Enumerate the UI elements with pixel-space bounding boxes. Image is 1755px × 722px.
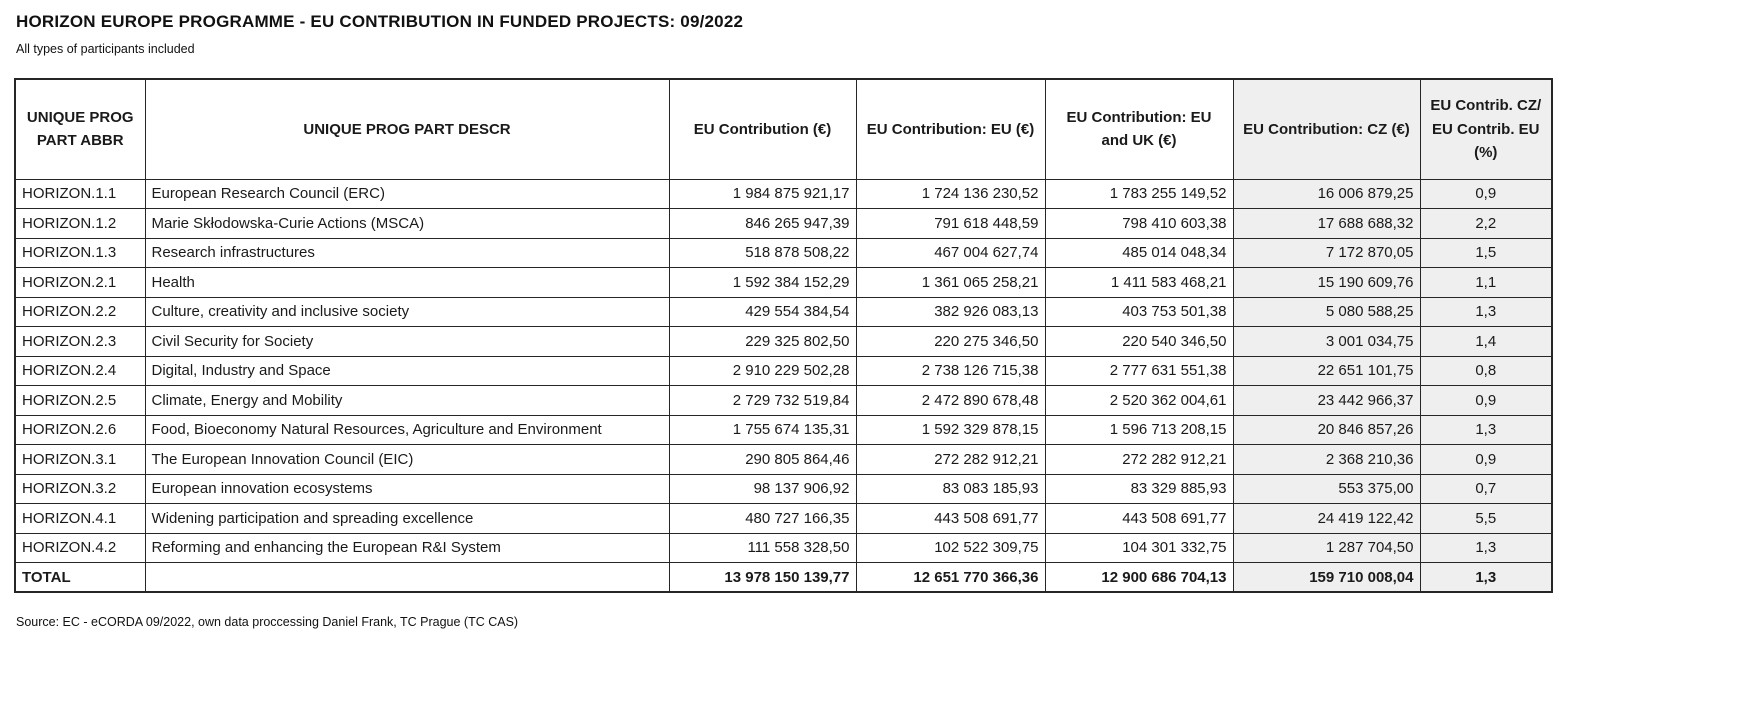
cell-eu-contribution: 2 910 229 502,28 bbox=[669, 356, 856, 386]
cell-eu-contribution-eu-uk: 443 508 691,77 bbox=[1045, 504, 1233, 534]
cell-eu-contribution-eu-uk: 104 301 332,75 bbox=[1045, 533, 1233, 563]
cell-prog-part-abbr: HORIZON.4.1 bbox=[15, 504, 145, 534]
cell-eu-contribution-eu: 220 275 346,50 bbox=[856, 327, 1045, 357]
contribution-table bbox=[14, 78, 1553, 593]
page-subtitle: All types of participants included bbox=[16, 42, 195, 56]
cell-prog-part-descr: Reforming and enhancing the European R&I System bbox=[145, 533, 669, 563]
cell-eu-contribution: 429 554 384,54 bbox=[669, 297, 856, 327]
cell-eu-contribution-eu: 83 083 185,93 bbox=[856, 474, 1045, 504]
cell-eu-contribution: 290 805 864,46 bbox=[669, 445, 856, 475]
cell-eu-contribution: 2 729 732 519,84 bbox=[669, 386, 856, 416]
header-row bbox=[15, 79, 1552, 179]
cell-eu-contribution-cz: 17 688 688,32 bbox=[1233, 209, 1420, 239]
cell-eu-contribution-eu: 2 738 126 715,38 bbox=[856, 356, 1045, 386]
cell-contrib-ratio: 2,2 bbox=[1420, 209, 1552, 239]
table-row bbox=[15, 504, 1552, 534]
table-row bbox=[15, 533, 1552, 563]
cell-prog-part-abbr: HORIZON.2.4 bbox=[15, 356, 145, 386]
cell-prog-part-abbr: TOTAL bbox=[15, 563, 145, 593]
cell-prog-part-abbr: HORIZON.2.1 bbox=[15, 268, 145, 298]
cell-eu-contribution-eu-uk: 403 753 501,38 bbox=[1045, 297, 1233, 327]
cell-contrib-ratio: 1,1 bbox=[1420, 268, 1552, 298]
cell-eu-contribution-eu-uk: 2 520 362 004,61 bbox=[1045, 386, 1233, 416]
cell-eu-contribution: 98 137 906,92 bbox=[669, 474, 856, 504]
cell-eu-contribution-eu-uk: 2 777 631 551,38 bbox=[1045, 356, 1233, 386]
cell-eu-contribution: 518 878 508,22 bbox=[669, 238, 856, 268]
cell-prog-part-abbr: HORIZON.3.1 bbox=[15, 445, 145, 475]
cell-contrib-ratio: 1,3 bbox=[1420, 563, 1552, 593]
cell-prog-part-abbr: HORIZON.2.2 bbox=[15, 297, 145, 327]
cell-prog-part-abbr: HORIZON.1.3 bbox=[15, 238, 145, 268]
cell-prog-part-descr: The European Innovation Council (EIC) bbox=[145, 445, 669, 475]
source-note: Source: EC - eCORDA 09/2022, own data proccessing Daniel Frank, TC Prague (TC CAS) bbox=[16, 615, 519, 629]
table-row bbox=[15, 415, 1552, 445]
cell-eu-contribution-eu: 467 004 627,74 bbox=[856, 238, 1045, 268]
cell-eu-contribution-eu: 791 618 448,59 bbox=[856, 209, 1045, 239]
cell-contrib-ratio: 0,9 bbox=[1420, 386, 1552, 416]
cell-prog-part-descr: Culture, creativity and inclusive society bbox=[145, 297, 669, 327]
cell-contrib-ratio: 1,3 bbox=[1420, 415, 1552, 445]
cell-prog-part-abbr: HORIZON.3.2 bbox=[15, 474, 145, 504]
table-row bbox=[15, 179, 1552, 209]
cell-eu-contribution-eu: 1 361 065 258,21 bbox=[856, 268, 1045, 298]
cell-eu-contribution: 1 984 875 921,17 bbox=[669, 179, 856, 209]
cell-eu-contribution-cz: 7 172 870,05 bbox=[1233, 238, 1420, 268]
cell-eu-contribution-eu-uk: 798 410 603,38 bbox=[1045, 209, 1233, 239]
table-row bbox=[15, 474, 1552, 504]
cell-eu-contribution: 846 265 947,39 bbox=[669, 209, 856, 239]
cell-prog-part-descr: Research infrastructures bbox=[145, 238, 669, 268]
cell-contrib-ratio: 5,5 bbox=[1420, 504, 1552, 534]
header-eu-contribution-eu: EU Contribution: EU (€) bbox=[856, 79, 1045, 179]
cell-eu-contribution: 1 755 674 135,31 bbox=[669, 415, 856, 445]
table-row bbox=[15, 268, 1552, 298]
cell-prog-part-descr: Widening participation and spreading excellence bbox=[145, 504, 669, 534]
cell-contrib-ratio: 0,7 bbox=[1420, 474, 1552, 504]
page-title: HORIZON EUROPE PROGRAMME - EU CONTRIBUTION IN FUNDED PROJECTS: 09/2022 bbox=[16, 12, 744, 31]
cell-prog-part-descr bbox=[145, 563, 669, 593]
cell-eu-contribution-cz: 24 419 122,42 bbox=[1233, 504, 1420, 534]
cell-eu-contribution-cz: 2 368 210,36 bbox=[1233, 445, 1420, 475]
cell-eu-contribution-eu: 12 651 770 366,36 bbox=[856, 563, 1045, 593]
cell-eu-contribution: 229 325 802,50 bbox=[669, 327, 856, 357]
cell-eu-contribution-eu: 2 472 890 678,48 bbox=[856, 386, 1045, 416]
table-header bbox=[15, 79, 1552, 179]
cell-eu-contribution: 1 592 384 152,29 bbox=[669, 268, 856, 298]
header-contrib-ratio: EU Contrib. CZ/ EU Contrib. EU (%) bbox=[1420, 79, 1552, 179]
cell-eu-contribution-cz: 23 442 966,37 bbox=[1233, 386, 1420, 416]
header-unique-prog-part-descr: UNIQUE PROG PART DESCR bbox=[145, 79, 669, 179]
cell-contrib-ratio: 0,9 bbox=[1420, 445, 1552, 475]
header-unique-prog-part-abbr: UNIQUE PROG PART ABBR bbox=[15, 79, 145, 179]
cell-eu-contribution-cz: 553 375,00 bbox=[1233, 474, 1420, 504]
table-row bbox=[15, 297, 1552, 327]
header-eu-contribution: EU Contribution (€) bbox=[669, 79, 856, 179]
table-row bbox=[15, 386, 1552, 416]
table-row bbox=[15, 209, 1552, 239]
cell-eu-contribution-cz: 15 190 609,76 bbox=[1233, 268, 1420, 298]
table-row bbox=[15, 445, 1552, 475]
cell-eu-contribution-cz: 3 001 034,75 bbox=[1233, 327, 1420, 357]
table-row bbox=[15, 356, 1552, 386]
cell-contrib-ratio: 1,3 bbox=[1420, 297, 1552, 327]
header-eu-contribution-eu-uk: EU Contribution: EU and UK (€) bbox=[1045, 79, 1233, 179]
total-row bbox=[15, 563, 1552, 593]
cell-eu-contribution-eu: 443 508 691,77 bbox=[856, 504, 1045, 534]
cell-eu-contribution-eu-uk: 12 900 686 704,13 bbox=[1045, 563, 1233, 593]
cell-eu-contribution-eu: 1 724 136 230,52 bbox=[856, 179, 1045, 209]
cell-eu-contribution-eu: 382 926 083,13 bbox=[856, 297, 1045, 327]
table-row bbox=[15, 327, 1552, 357]
cell-prog-part-descr: Civil Security for Society bbox=[145, 327, 669, 357]
cell-prog-part-descr: Marie Skłodowska-Curie Actions (MSCA) bbox=[145, 209, 669, 239]
cell-prog-part-descr: Health bbox=[145, 268, 669, 298]
cell-contrib-ratio: 0,8 bbox=[1420, 356, 1552, 386]
cell-eu-contribution-cz: 22 651 101,75 bbox=[1233, 356, 1420, 386]
cell-eu-contribution-cz: 159 710 008,04 bbox=[1233, 563, 1420, 593]
cell-prog-part-descr: European innovation ecosystems bbox=[145, 474, 669, 504]
cell-prog-part-abbr: HORIZON.1.2 bbox=[15, 209, 145, 239]
cell-eu-contribution-eu-uk: 485 014 048,34 bbox=[1045, 238, 1233, 268]
cell-eu-contribution: 480 727 166,35 bbox=[669, 504, 856, 534]
cell-eu-contribution: 13 978 150 139,77 bbox=[669, 563, 856, 593]
cell-eu-contribution-cz: 20 846 857,26 bbox=[1233, 415, 1420, 445]
cell-contrib-ratio: 1,4 bbox=[1420, 327, 1552, 357]
cell-prog-part-descr: Climate, Energy and Mobility bbox=[145, 386, 669, 416]
cell-prog-part-abbr: HORIZON.1.1 bbox=[15, 179, 145, 209]
cell-prog-part-abbr: HORIZON.4.2 bbox=[15, 533, 145, 563]
cell-eu-contribution-eu: 272 282 912,21 bbox=[856, 445, 1045, 475]
cell-eu-contribution-cz: 5 080 588,25 bbox=[1233, 297, 1420, 327]
table-row bbox=[15, 238, 1552, 268]
cell-prog-part-descr: Digital, Industry and Space bbox=[145, 356, 669, 386]
cell-eu-contribution-eu-uk: 1 596 713 208,15 bbox=[1045, 415, 1233, 445]
cell-eu-contribution-eu-uk: 83 329 885,93 bbox=[1045, 474, 1233, 504]
cell-eu-contribution-cz: 16 006 879,25 bbox=[1233, 179, 1420, 209]
cell-eu-contribution-eu-uk: 1 411 583 468,21 bbox=[1045, 268, 1233, 298]
cell-eu-contribution-eu-uk: 1 783 255 149,52 bbox=[1045, 179, 1233, 209]
table-body bbox=[15, 179, 1552, 592]
cell-eu-contribution-eu-uk: 272 282 912,21 bbox=[1045, 445, 1233, 475]
cell-contrib-ratio: 1,3 bbox=[1420, 533, 1552, 563]
cell-prog-part-descr: Food, Bioeconomy Natural Resources, Agriculture and Environment bbox=[145, 415, 669, 445]
cell-eu-contribution-eu-uk: 220 540 346,50 bbox=[1045, 327, 1233, 357]
cell-prog-part-abbr: HORIZON.2.5 bbox=[15, 386, 145, 416]
cell-prog-part-descr: European Research Council (ERC) bbox=[145, 179, 669, 209]
header-eu-contribution-cz: EU Contribution: CZ (€) bbox=[1233, 79, 1420, 179]
cell-eu-contribution: 111 558 328,50 bbox=[669, 533, 856, 563]
cell-eu-contribution-cz: 1 287 704,50 bbox=[1233, 533, 1420, 563]
cell-contrib-ratio: 1,5 bbox=[1420, 238, 1552, 268]
cell-eu-contribution-eu: 1 592 329 878,15 bbox=[856, 415, 1045, 445]
cell-prog-part-abbr: HORIZON.2.3 bbox=[15, 327, 145, 357]
cell-contrib-ratio: 0,9 bbox=[1420, 179, 1552, 209]
cell-eu-contribution-eu: 102 522 309,75 bbox=[856, 533, 1045, 563]
cell-prog-part-abbr: HORIZON.2.6 bbox=[15, 415, 145, 445]
